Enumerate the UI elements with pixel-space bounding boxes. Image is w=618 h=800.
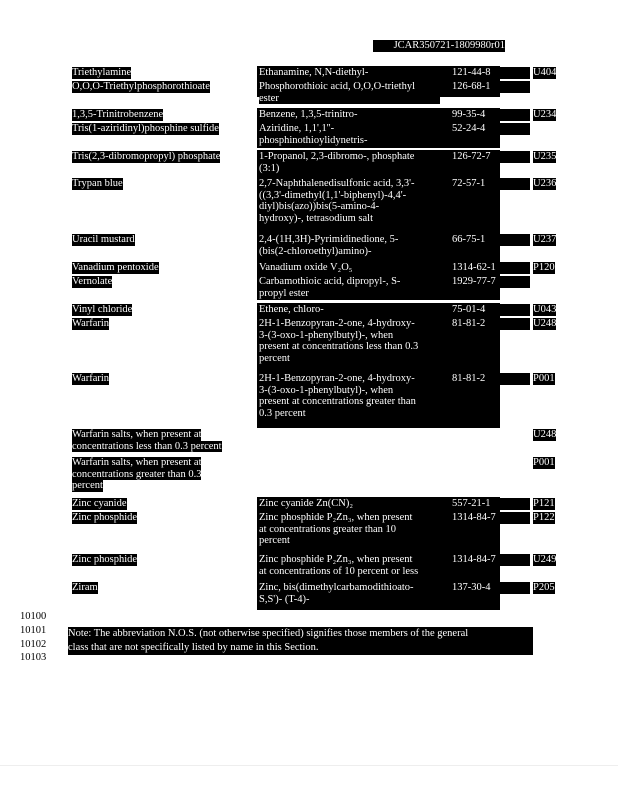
chemical-name-line: Zinc phosphide P₂Zn₃, when present [259,512,440,524]
cas-number-line: 75-01-4 [452,304,530,316]
substance-name [72,512,248,524]
substance-name-line: Uracil mustard [72,234,135,245]
substance-name [72,276,248,288]
substance-name [72,554,248,566]
substance-name [72,373,248,385]
waste-code [533,373,585,385]
waste-code-line: U248 [533,429,557,440]
chemical-name-line: present at concentrations greater than [259,396,440,408]
chemical-name-line: Ethene, chloro- [259,304,440,316]
waste-code [533,457,585,469]
chemical-name [259,554,440,577]
substance-name [72,81,248,93]
cas-number-line: 66-75-1 [452,234,530,246]
chemical-name-line: Phosphorothioic acid, O,O,O-triethyl [259,81,440,93]
line-number: 10100 [20,611,47,622]
chemical-name-line: at concentrations of 10 percent or less [259,566,440,578]
waste-code-line: U234 [533,109,557,120]
substance-name [72,429,248,452]
chemical-name-line: 2,4-(1H,3H)-Pyrimidinedione, 5- [259,234,440,246]
substance-name-line: Tris(1-aziridinyl)phosphine sulfide [72,123,219,134]
chemical-name-line: at concentrations greater than 10 [259,524,440,536]
document-id: JCAR350721-1809980r01 [373,40,505,52]
substance-name-line: Ziram [72,582,98,593]
cas-number-line: 99-35-4 [452,109,530,121]
waste-code [533,512,585,524]
waste-code-line: U236 [533,178,557,189]
cas-number [452,178,530,190]
chemical-name-line: Benzene, 1,3,5-trinitro- [259,109,440,121]
chemical-name-line: present at concentrations less than 0.3 [259,341,440,353]
waste-code [533,109,585,121]
chemical-name-line: (3:1) [259,163,440,175]
waste-code-line: U404 [533,67,557,78]
substance-name [72,498,248,510]
chemical-name-line: Zinc cyanide Zn(CN)₂ [259,498,440,510]
chemical-name-line: S,S')- (T-4)- [259,594,440,606]
cas-number-line: 1929-77-7 [452,276,530,288]
waste-code [533,318,585,330]
chemical-name-line: 2,7-Naphthalenedisulfonic acid, 3,3'- [259,178,440,190]
line-number: 10102 [20,639,47,650]
note-paragraph [68,627,533,655]
waste-code [533,151,585,163]
waste-code-line: P205 [533,582,555,593]
chemical-name-line: percent [259,535,440,547]
cas-number [452,109,530,121]
chemical-name [259,276,440,299]
chemical-name-line: (bis(2-chloroethyl)amino)- [259,246,440,258]
waste-code-line: U248 [533,318,557,329]
substance-name-line: Warfarin [72,373,110,384]
substance-name [72,234,248,246]
chemical-name-line: 2H-1-Benzopyran-2-one, 4-hydroxy- [259,373,440,385]
substance-name-line: Vernolate [72,276,113,287]
waste-code-line: U235 [533,151,557,162]
waste-code-line: P001 [533,457,555,468]
note-line: class that are not specifically listed by name in this Section. [68,642,319,653]
cas-number-line: 137-30-4 [452,582,530,594]
waste-code-line: P122 [533,512,555,523]
substance-name [72,109,248,121]
waste-code [533,429,585,441]
chemical-name-line: phosphinothioylidynetris- [259,135,440,147]
substance-name-line: Zinc cyanide [72,498,127,509]
substance-name-line: percent [72,480,103,491]
chemical-name [259,178,440,224]
substance-name [72,67,248,79]
waste-code-line: P121 [533,498,555,509]
chemical-name-line: Carbamothioic acid, dipropyl-, S- [259,276,440,288]
waste-code [533,304,585,316]
substance-name-line: Vinyl chloride [72,304,133,315]
chemical-name [259,234,440,257]
chemical-name-line: 3-(3-oxo-1-phenylbutyl)-, when [259,330,440,342]
substance-name [72,318,248,330]
waste-code-line: U237 [533,234,557,245]
waste-code [533,498,585,510]
waste-code-line: U043 [533,304,557,315]
waste-code [533,262,585,274]
chemical-name [259,151,440,174]
chemical-name-line: 0.3 percent [259,408,440,420]
cas-number-line: 81-81-2 [452,318,530,330]
cas-number-line: 81-81-2 [452,373,530,385]
cas-number [452,512,530,524]
chemical-name [259,318,440,364]
cas-number [452,498,530,510]
substance-name-line: Warfarin [72,318,110,329]
waste-code [533,234,585,246]
chemical-name [259,67,440,79]
chemical-name [259,582,440,605]
substance-name [72,178,248,190]
cas-number-line: 1314-84-7 [452,554,530,566]
chemical-name-line: 3-(3-oxo-1-phenylbutyl)-, when [259,385,440,397]
substance-name-line: O,O,O-Triethylphosphorothioate [72,81,210,92]
chemical-name-line: propyl ester [259,288,440,300]
cas-number [452,304,530,316]
chemical-name [259,373,440,419]
substance-name [72,123,248,135]
substance-name [72,457,248,492]
cas-number-line: 126-68-1 [452,81,530,93]
waste-code-line: P001 [533,373,555,384]
substance-name-line: Warfarin salts, when present at [72,429,202,440]
chemical-name-line: Zinc phosphide P₂Zn₃, when present [259,554,440,566]
cas-number [452,67,530,79]
chemical-name-line: Zinc, bis(dimethylcarbamodithioato- [259,582,440,594]
waste-code [533,582,585,594]
cas-number [452,373,530,385]
waste-code [533,178,585,190]
cas-number [452,81,530,93]
cas-number-line: 52-24-4 [452,123,530,135]
substance-name-line: 1,3,5-Trinitrobenzene [72,109,164,120]
substance-name [72,304,248,316]
substance-name-line: Zinc phosphide [72,554,138,565]
substance-name [72,151,248,163]
substance-name-line: Tris(2,3-dibromopropyl) phosphate [72,151,221,162]
line-number: 10101 [20,625,47,636]
chemical-name [259,109,440,121]
waste-code [533,554,585,566]
cas-number-line: 72-57-1 [452,178,530,190]
chemical-name-line: Vanadium oxide V₂O₅ [259,262,440,274]
substance-name-line: Zinc phosphide [72,512,138,523]
cas-number-line: 1314-84-7 [452,512,530,524]
chemical-name [259,123,440,146]
substance-name [72,582,248,594]
waste-code-line: U249 [533,554,557,565]
substance-name-line: Vanadium pentoxide [72,262,159,273]
cas-number [452,262,530,274]
substance-name [72,262,248,274]
cas-number [452,582,530,594]
chemical-name [259,262,440,274]
chemical-name-line: ester [259,93,440,105]
cas-number-line: 1314-62-1 [452,262,530,274]
footer-rule [0,765,618,766]
waste-code-line: P120 [533,262,555,273]
substance-name-line: Trypan blue [72,178,123,189]
substance-name-line: Triethylamine [72,67,132,78]
waste-code [533,67,585,79]
cas-number-line: 557-21-1 [452,498,530,510]
cas-number [452,123,530,135]
note-line: Note: The abbreviation N.O.S. (not otherwise specified) signifies those members of the general [68,628,469,639]
substance-name-line: concentrations less than 0.3 percent [72,440,222,452]
chemical-name-line: 2H-1-Benzopyran-2-one, 4-hydroxy- [259,318,440,330]
cas-number [452,554,530,566]
cas-number [452,318,530,330]
cas-number [452,234,530,246]
substance-name-line: Warfarin salts, when present at [72,457,202,468]
chemical-name-line: 1-Propanol, 2,3-dibromo-, phosphate [259,151,440,163]
chemical-name [259,304,440,316]
substance-name-line: concentrations greater than 0.3 [72,468,202,480]
chemical-name-line: percent [259,353,440,365]
line-number: 10103 [20,652,47,663]
chemical-name [259,512,440,547]
chemical-name [259,498,440,510]
cas-number [452,151,530,163]
chemical-name [259,81,440,104]
chemical-name-line: Ethanamine, N,N-diethyl- [259,67,440,79]
chemical-name-line: hydroxy)-, tetrasodium salt [259,213,440,225]
chemical-name-line: ((3,3'-dimethyl(1,1'-biphenyl)-4,4'- [259,190,440,202]
cas-number-line: 126-72-7 [452,151,530,163]
chemical-name-line: Aziridine, 1,1',1''- [259,123,440,135]
cas-number-line: 121-44-8 [452,67,530,79]
chemical-name-line: diyl)bis(azo))bis(5-amino-4- [259,201,440,213]
cas-number [452,276,530,288]
